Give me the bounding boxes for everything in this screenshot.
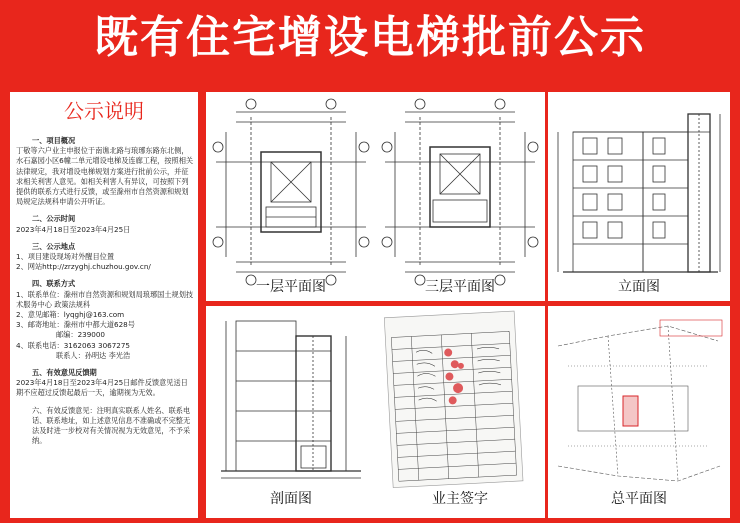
first-floor-plan-caption: 一层平面图 (256, 279, 326, 295)
section-3-title: 三、公示地点 (32, 241, 76, 251)
notice-panel (10, 92, 198, 518)
section-3-line-1: 1、项目建设现场对外醒目位置 (16, 252, 115, 262)
panel-owner-signatures (375, 306, 545, 518)
panel-first-floor-plan (206, 92, 376, 301)
panel-third-floor-plan (375, 92, 545, 301)
section-4-line-1: 1、联系单位：滁州市自然资源和规划局琅琊国土规划技术服务中心 政策法规科 (16, 289, 194, 309)
panel-elevation (548, 92, 730, 301)
section-2-title: 二、公示时间 (32, 214, 76, 224)
notice-title: 公示说明 (64, 99, 144, 123)
panel-site-plan (548, 306, 730, 518)
section-4-line-6: 联系人：孙明达 李光浩 (56, 350, 131, 360)
section-caption: 剖面图 (270, 491, 312, 507)
third-floor-plan-drawing (375, 92, 545, 301)
section-4-line-4: 邮编：239000 (56, 330, 106, 340)
section-4-line-2: 2、意见邮箱：lyqghj@163.com (16, 310, 125, 320)
section-4-line-3: 3、邮寄地址：滁州市中都大道628号 (16, 320, 135, 330)
section-6-text: 六、有效反馈意见：注明真实联系人姓名、联系电话、联系地址，如上述意见信息不准确或不完整无法及时进一步校对有关情况视为无效意见，不予采纳。 (32, 405, 191, 446)
section-3-line-2: 2、网站http://zrzyghj.chuzhou.gov.cn/ (16, 262, 151, 272)
site-plan-caption: 总平面图 (611, 491, 667, 507)
elevation-drawing (548, 92, 730, 301)
section-drawing (206, 306, 376, 518)
section-2-text: 2023年4月18日至2023年4月25日 (16, 224, 131, 234)
notice-body (16, 136, 194, 446)
section-1-text: 丁敬等六户业主申报位于南谯北路与琅琊东路东北侧，水石嘉园小区6幢二单元增设电梯及连廊工程，按照相关法律规定，我对增设电梯规划方案进行批前公示，并征求相关利害人意见。如相关利害人有异议，可按照下列提供的联系方式进行反馈，或至滁州市自然资源和规划局规定法规科申请公开听证。 (16, 146, 194, 207)
third-floor-plan-caption: 三层平面图 (425, 279, 495, 295)
section-4-line-5: 4、联系电话：3162063 3067275 (16, 340, 131, 350)
owner-signatures-caption: 业主签字 (432, 491, 488, 507)
first-floor-plan-drawing (206, 92, 376, 301)
panel-section (206, 306, 376, 518)
section-1-title: 一、项目概况 (32, 136, 76, 145)
section-4-title: 四、联系方式 (32, 279, 76, 289)
site-plan-drawing (548, 306, 730, 518)
section-5-text: 2023年4月18日至2023年4月25日邮件反馈意见送日期不应超过反馈起最后一天，逾期视为无效。 (16, 378, 188, 398)
signature-sheet-image (375, 306, 545, 518)
section-5-title: 五、有效意见反馈期 (32, 368, 97, 378)
elevation-caption: 立面图 (618, 279, 660, 295)
page-title: 既有住宅增设电梯批前公示 (94, 12, 646, 63)
